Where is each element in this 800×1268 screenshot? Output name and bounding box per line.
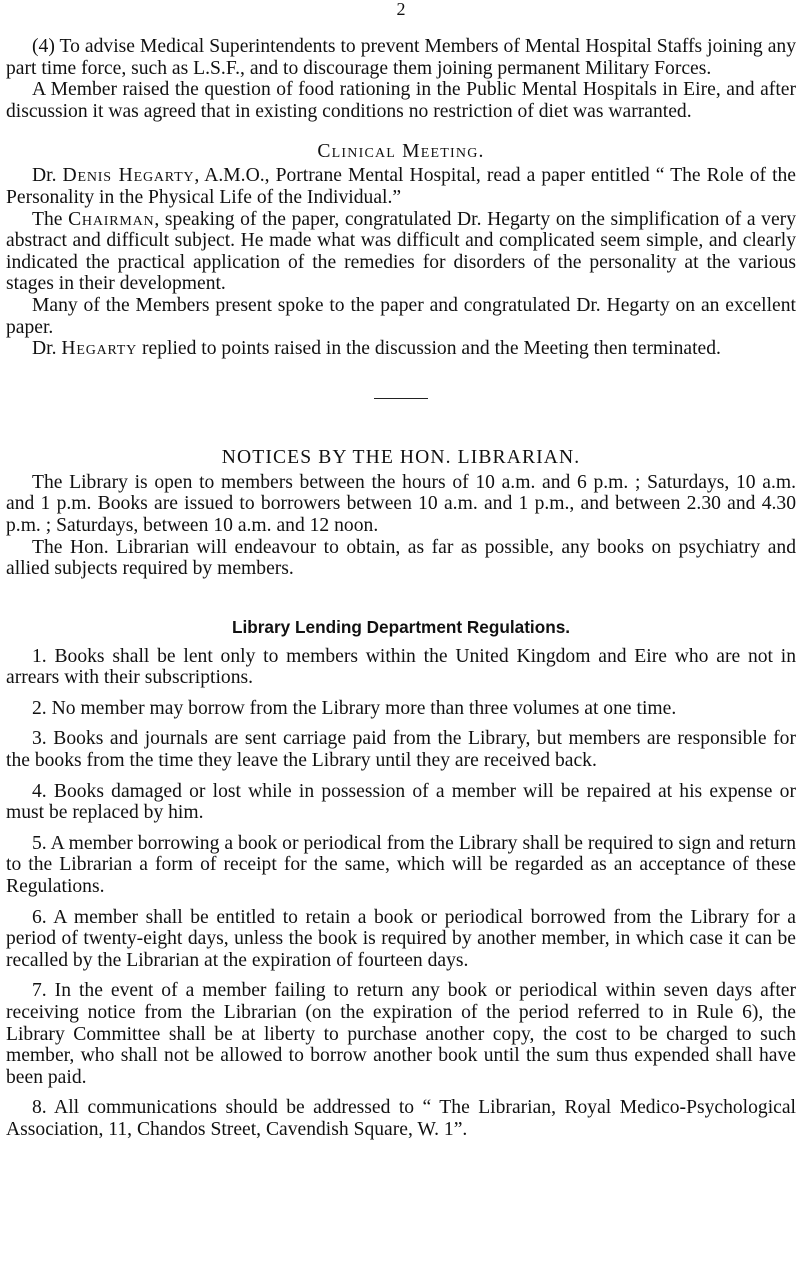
minutes-section bbox=[6, 36, 796, 122]
regulation-rule-4: 4. Books damaged or lost while in possession of a member will be repaired at his expense or must be replaced by him. bbox=[6, 780, 796, 824]
page-number: 2 bbox=[396, 0, 406, 19]
library-hours-paragraph: The Library is open to members between the hours of 10 a.m. and 6 p.m. ; Saturdays, 10 a.m. and 1 p.m. Books are issued to borrowers between 10 a.m. and 1 p.m., and between 2.30 and 4.30 p.m. ; Saturdays, between 10 a.m. and 12 noon. bbox=[6, 471, 796, 536]
notices-title: NOTICES BY THE HON. LIBRARIAN. bbox=[221, 446, 581, 468]
clinical-meeting-paragraph-4 bbox=[6, 338, 796, 360]
clinical-meeting-paragraph-2 bbox=[6, 209, 796, 295]
regulation-rule-5: 5. A member borrowing a book or periodical from the Library shall be required to sign and return to the Librarian a form of receipt for the same, which will be regarded as an acceptance of these Regulations. bbox=[6, 832, 796, 898]
speaker-name: Chairman bbox=[68, 208, 155, 230]
text-prefix: The bbox=[32, 208, 69, 230]
text-body: replied to points raised in the discussion and the Meeting then terminated. bbox=[137, 338, 721, 360]
clinical-meeting-section bbox=[6, 141, 796, 359]
regulation-rule-7: 7. In the event of a member failing to return any book or periodical within seven days after receiving notice from the Librarian (on the expiration of the period referred to in Rule 6), the Library Committee shall be at liberty to purchase another copy, the cost to be charged to such member, who shall not be allowed to borrow another book until the sum thus expended shall have been paid. bbox=[6, 980, 796, 1088]
regulation-rule-6: 6. A member shall be entitled to retain a book or periodical borrowed from the Library for a period of twenty-eight days, unless the book is required by another member, in which case it can be recalled by the Librarian at the expiration of fourteen days. bbox=[6, 906, 796, 971]
text-body: , speaking of the paper, congratulated Dr. Hegarty on the simplification of a very abstract and difficult subject. He made what was difficult and complicated seem simple, and clearly indicated the practical application of the remedies for disorders of the personality at the various stages in their development. bbox=[6, 208, 796, 295]
clinical-meeting-heading: Clinical Meeting. bbox=[317, 141, 485, 163]
text-prefix: Dr. bbox=[32, 338, 62, 360]
speaker-name: Hegarty bbox=[61, 338, 138, 360]
regulation-rule-1: 1. Books shall be lent only to members within the United Kingdom and Eire who are not in arrears with their subscriptions. bbox=[6, 645, 796, 689]
regulations-section bbox=[6, 617, 796, 1141]
librarian-notices-section bbox=[6, 447, 796, 580]
speaker-name: Denis Hegarty bbox=[62, 165, 195, 187]
minutes-food-rationing: A Member raised the question of food rationing in the Public Mental Hospitals in Eire, and after discussion it was agreed that in existing conditions no restriction of diet was warranted. bbox=[6, 79, 796, 122]
text-body: , A.M.O., Portrane Mental Hospital, read a paper entitled “ The Role of the Personality in the Physical Life of the Individual.” bbox=[6, 165, 797, 208]
regulation-rule-3: 3. Books and journals are sent carriage paid from the Library, but members are responsible for the books from the time they leave the Library until they are received back. bbox=[6, 728, 796, 772]
regulation-rule-8: 8. All communications should be addressed to “ The Librarian, Royal Medico-Psychological Association, 11, Chandos Street, Cavendish Square, W. 1”. bbox=[6, 1097, 796, 1140]
text-prefix: Dr. bbox=[32, 165, 63, 187]
clinical-meeting-paragraph-1 bbox=[6, 165, 796, 208]
library-books-paragraph: The Hon. Librarian will endeavour to obtain, as far as possible, any books on psychiatry and allied subjects required by members. bbox=[6, 536, 796, 580]
section-divider bbox=[374, 398, 428, 399]
regulations-title: Library Lending Department Regulations. bbox=[231, 616, 571, 637]
minutes-item-4: (4) To advise Medical Superintendents to prevent Members of Mental Hospital Staffs joining any part time force, such as L.S.F., and to discourage them joining permanent Military Forces. bbox=[6, 36, 796, 79]
clinical-meeting-paragraph-3: Many of the Members present spoke to the paper and congratulated Dr. Hegarty on an excellent paper. bbox=[6, 294, 796, 338]
regulation-rule-2: 2. No member may borrow from the Library more than three volumes at one time. bbox=[32, 697, 677, 719]
